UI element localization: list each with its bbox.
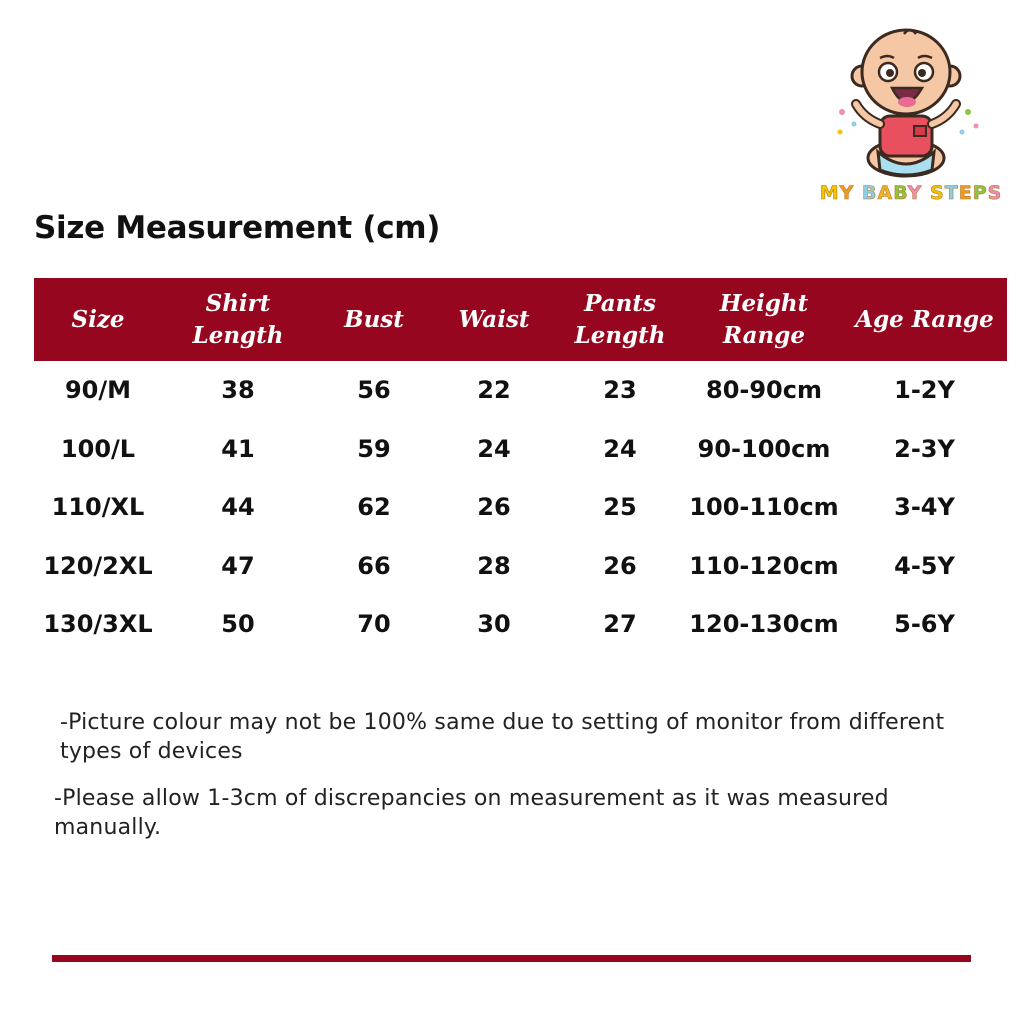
- cell-size: 130/3XL: [43, 610, 153, 639]
- note-measurement-disclaimer: -Please allow 1-3cm of discrepancies on measurement as it was measured manually.: [54, 786, 889, 840]
- column-header-shirt-length: Shirt Length: [192, 289, 284, 349]
- cell-age-range: 2-3Y: [894, 434, 955, 463]
- cell-pants-length: 24: [603, 434, 637, 463]
- cell-waist: 22: [477, 376, 511, 405]
- cell-size: 100/L: [60, 434, 136, 463]
- cell-pants-length: 23: [603, 376, 637, 405]
- table-header: [34, 278, 1007, 361]
- cell-height-range: 90-100cm: [697, 434, 831, 463]
- cell-waist: 24: [477, 434, 511, 463]
- cell-height-range: 80-90cm: [706, 376, 822, 405]
- cell-waist: 30: [477, 610, 511, 639]
- cell-waist: 28: [477, 551, 511, 580]
- column-header-pants-length: Pants Length: [574, 289, 666, 349]
- table-row: [34, 537, 1007, 596]
- cell-age-range: 1-2Y: [894, 376, 955, 405]
- cell-pants-length: 25: [603, 493, 637, 522]
- column-header-bust: Bust: [344, 305, 404, 333]
- page-title: Size Measurement (cm): [34, 210, 441, 246]
- cell-bust: 70: [357, 610, 391, 639]
- cell-shirt-length: 41: [221, 434, 255, 463]
- cell-bust: 56: [357, 376, 391, 405]
- column-header-age-range: Age Range: [855, 305, 994, 333]
- cell-size: 120/2XL: [43, 551, 153, 580]
- table-row: [34, 361, 1007, 420]
- cell-waist: 26: [477, 493, 511, 522]
- table-row: [34, 478, 1007, 537]
- cell-height-range: 110-120cm: [689, 551, 839, 580]
- size-table: [34, 278, 1007, 654]
- cell-size: 110/XL: [51, 493, 145, 522]
- cell-pants-length: 26: [603, 551, 637, 580]
- column-header-height-range: Height Range: [719, 289, 809, 349]
- brand-logo: [806, 14, 1016, 214]
- footer-divider: [52, 955, 971, 962]
- table-body: [34, 361, 1007, 654]
- note-colour-disclaimer: -Picture colour may not be 100% same due to setting of monitor from different types of devices: [60, 710, 945, 764]
- cell-pants-length: 27: [603, 610, 637, 639]
- cell-shirt-length: 44: [221, 493, 255, 522]
- cell-size: 90/M: [64, 376, 132, 405]
- cell-height-range: 120-130cm: [689, 610, 839, 639]
- cell-shirt-length: 50: [221, 610, 255, 639]
- table-row: [34, 595, 1007, 654]
- cell-height-range: 100-110cm: [689, 493, 839, 522]
- cell-bust: 66: [357, 551, 391, 580]
- cell-shirt-length: 38: [221, 376, 255, 405]
- column-header-waist: Waist: [458, 305, 530, 333]
- cell-shirt-length: 47: [221, 551, 255, 580]
- cell-age-range: 5-6Y: [894, 610, 955, 639]
- baby-mascot-icon: [834, 20, 984, 180]
- cell-age-range: 3-4Y: [894, 493, 955, 522]
- table-row: [34, 420, 1007, 479]
- column-header-size: Size: [71, 305, 125, 333]
- cell-bust: 62: [357, 493, 391, 522]
- brand-name: MY BABY STEPS: [819, 182, 1003, 204]
- cell-age-range: 4-5Y: [894, 551, 955, 580]
- cell-bust: 59: [357, 434, 391, 463]
